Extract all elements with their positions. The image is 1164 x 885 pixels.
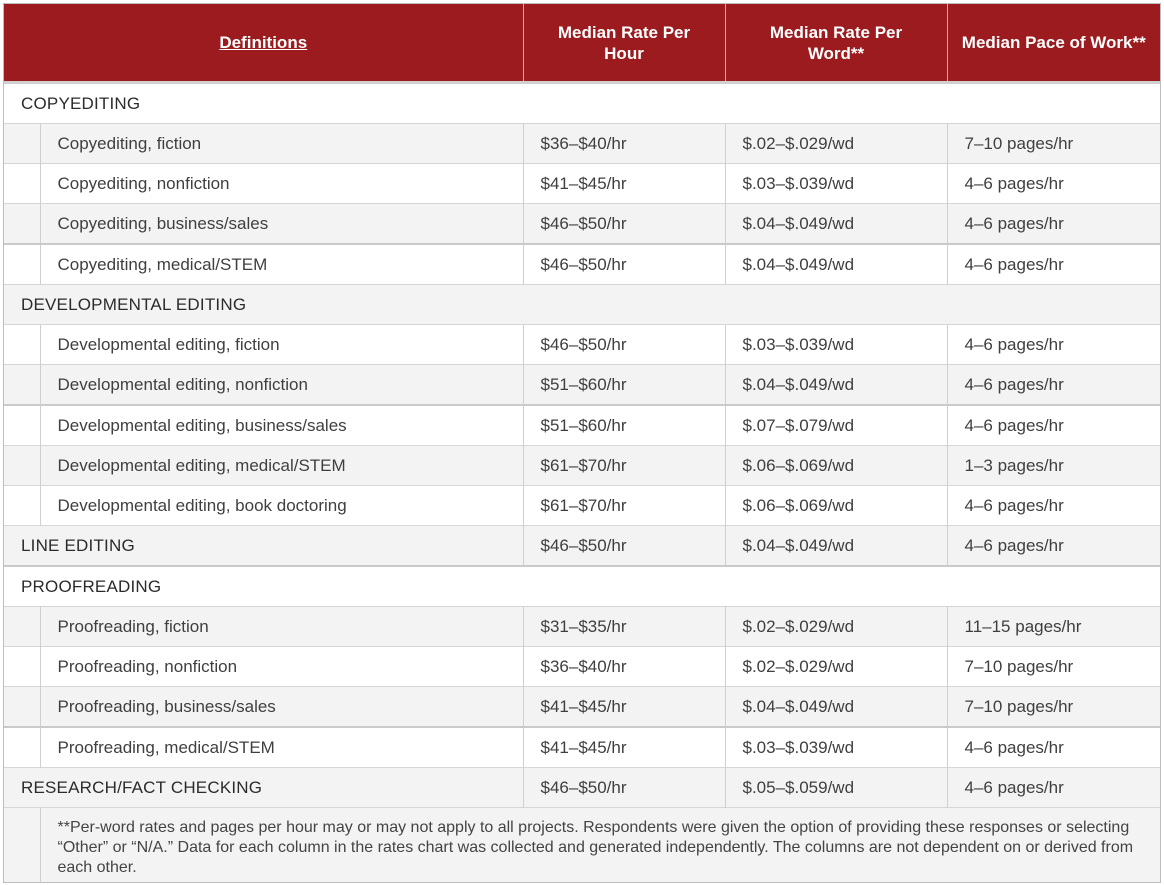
table-row bbox=[4, 124, 1160, 164]
pace-of-work-header: Median Pace of Work** bbox=[947, 4, 1160, 83]
service-label: Copyediting, fiction bbox=[40, 124, 523, 164]
service-label: Developmental editing, business/sales bbox=[40, 405, 523, 446]
service-label: Copyediting, nonfiction bbox=[40, 164, 523, 204]
pace-of-work: 7–10 pages/hr bbox=[947, 124, 1160, 164]
rate-per-word: $.06–$.069/wd bbox=[725, 486, 947, 526]
table-row bbox=[4, 164, 1160, 204]
indent-cell bbox=[4, 365, 40, 406]
service-label: Proofreading, medical/STEM bbox=[40, 727, 523, 768]
definitions-header[interactable] bbox=[4, 4, 523, 83]
indent-cell bbox=[4, 124, 40, 164]
section-title: RESEARCH/FACT CHECKING bbox=[4, 768, 523, 808]
pace-of-work: 7–10 pages/hr bbox=[947, 687, 1160, 728]
definitions-link[interactable]: Definitions bbox=[219, 33, 308, 52]
table-row bbox=[4, 325, 1160, 365]
service-label: Developmental editing, medical/STEM bbox=[40, 446, 523, 486]
table-row bbox=[4, 405, 1160, 446]
rate-per-word: $.02–$.029/wd bbox=[725, 607, 947, 647]
service-label: Proofreading, fiction bbox=[40, 607, 523, 647]
rate-per-hour: $51–$60/hr bbox=[523, 365, 725, 406]
service-label: Copyediting, business/sales bbox=[40, 204, 523, 245]
rate-per-word: $.04–$.049/wd bbox=[725, 204, 947, 245]
rate-per-hour: $46–$50/hr bbox=[523, 244, 725, 285]
rate-per-word: $.04–$.049/wd bbox=[725, 526, 947, 567]
table-header-row bbox=[4, 4, 1160, 83]
pace-of-work: 4–6 pages/hr bbox=[947, 365, 1160, 406]
rate-per-hour: $61–$70/hr bbox=[523, 486, 725, 526]
table-row bbox=[4, 687, 1160, 728]
table-row bbox=[4, 365, 1160, 406]
indent-cell bbox=[4, 647, 40, 687]
table-row bbox=[4, 727, 1160, 768]
rate-per-word: $.04–$.049/wd bbox=[725, 244, 947, 285]
pace-of-work: 4–6 pages/hr bbox=[947, 768, 1160, 808]
service-label: Copyediting, medical/STEM bbox=[40, 244, 523, 285]
indent-cell bbox=[4, 244, 40, 285]
rate-per-word: $.04–$.049/wd bbox=[725, 687, 947, 728]
rate-per-hour: $31–$35/hr bbox=[523, 607, 725, 647]
rate-per-hour-header: Median Rate Per Hour bbox=[523, 4, 725, 83]
rate-per-word: $.06–$.069/wd bbox=[725, 446, 947, 486]
rate-per-word: $.02–$.029/wd bbox=[725, 647, 947, 687]
footnote-text: **Per-word rates and pages per hour may or may not apply to all projects. Respondents were given the option of providing these responses or selecting “Other” or “N/A.” Data for each column in the rates chart was collected and generated independently. The columns are not dependent on or derived from each other. bbox=[40, 808, 1160, 884]
pace-of-work: 4–6 pages/hr bbox=[947, 526, 1160, 567]
section-title: COPYEDITING bbox=[4, 83, 1160, 124]
rate-per-hour: $46–$50/hr bbox=[523, 325, 725, 365]
section-row-line-editing bbox=[4, 526, 1160, 567]
rate-per-word-header: Median Rate Per Word** bbox=[725, 4, 947, 83]
service-label: Proofreading, business/sales bbox=[40, 687, 523, 728]
section-row-developmental-editing bbox=[4, 285, 1160, 325]
indent-cell bbox=[4, 405, 40, 446]
table-row bbox=[4, 647, 1160, 687]
pace-of-work: 11–15 pages/hr bbox=[947, 607, 1160, 647]
service-label: Developmental editing, nonfiction bbox=[40, 365, 523, 406]
pace-of-work: 4–6 pages/hr bbox=[947, 244, 1160, 285]
rate-per-hour: $41–$45/hr bbox=[523, 687, 725, 728]
section-row-research-fact-checking bbox=[4, 768, 1160, 808]
pace-of-work: 4–6 pages/hr bbox=[947, 164, 1160, 204]
pace-of-work: 4–6 pages/hr bbox=[947, 727, 1160, 768]
table-row bbox=[4, 244, 1160, 285]
pace-of-work: 4–6 pages/hr bbox=[947, 325, 1160, 365]
indent-cell bbox=[4, 164, 40, 204]
rate-per-word: $.03–$.039/wd bbox=[725, 325, 947, 365]
pace-of-work: 7–10 pages/hr bbox=[947, 647, 1160, 687]
section-title: LINE EDITING bbox=[4, 526, 523, 567]
service-label: Developmental editing, fiction bbox=[40, 325, 523, 365]
indent-cell bbox=[4, 446, 40, 486]
pace-of-work: 1–3 pages/hr bbox=[947, 446, 1160, 486]
section-row-copyediting bbox=[4, 83, 1160, 124]
service-label: Developmental editing, book doctoring bbox=[40, 486, 523, 526]
rate-per-word: $.02–$.029/wd bbox=[725, 124, 947, 164]
rate-per-word: $.05–$.059/wd bbox=[725, 768, 947, 808]
rate-per-word: $.04–$.049/wd bbox=[725, 365, 947, 406]
section-title: PROOFREADING bbox=[4, 566, 1160, 607]
indent-cell bbox=[4, 808, 40, 884]
rates-table bbox=[4, 4, 1160, 883]
indent-cell bbox=[4, 607, 40, 647]
service-label: Proofreading, nonfiction bbox=[40, 647, 523, 687]
rate-per-word: $.03–$.039/wd bbox=[725, 727, 947, 768]
footnote-row bbox=[4, 808, 1160, 884]
rate-per-hour: $46–$50/hr bbox=[523, 768, 725, 808]
rates-table-frame bbox=[3, 3, 1161, 883]
rate-per-hour: $36–$40/hr bbox=[523, 647, 725, 687]
pace-of-work: 4–6 pages/hr bbox=[947, 486, 1160, 526]
indent-cell bbox=[4, 204, 40, 245]
table-row bbox=[4, 446, 1160, 486]
pace-of-work: 4–6 pages/hr bbox=[947, 405, 1160, 446]
rate-per-word: $.03–$.039/wd bbox=[725, 164, 947, 204]
indent-cell bbox=[4, 687, 40, 728]
indent-cell bbox=[4, 486, 40, 526]
pace-of-work: 4–6 pages/hr bbox=[947, 204, 1160, 245]
rate-per-hour: $41–$45/hr bbox=[523, 164, 725, 204]
rate-per-hour: $61–$70/hr bbox=[523, 446, 725, 486]
indent-cell bbox=[4, 727, 40, 768]
rate-per-hour: $51–$60/hr bbox=[523, 405, 725, 446]
rate-per-hour: $41–$45/hr bbox=[523, 727, 725, 768]
table-row bbox=[4, 204, 1160, 245]
rate-per-hour: $46–$50/hr bbox=[523, 526, 725, 567]
indent-cell bbox=[4, 325, 40, 365]
rate-per-hour: $46–$50/hr bbox=[523, 204, 725, 245]
table-row bbox=[4, 607, 1160, 647]
rate-per-word: $.07–$.079/wd bbox=[725, 405, 947, 446]
rate-per-hour: $36–$40/hr bbox=[523, 124, 725, 164]
table-row bbox=[4, 486, 1160, 526]
section-row-proofreading bbox=[4, 566, 1160, 607]
section-title: DEVELOPMENTAL EDITING bbox=[4, 285, 1160, 325]
